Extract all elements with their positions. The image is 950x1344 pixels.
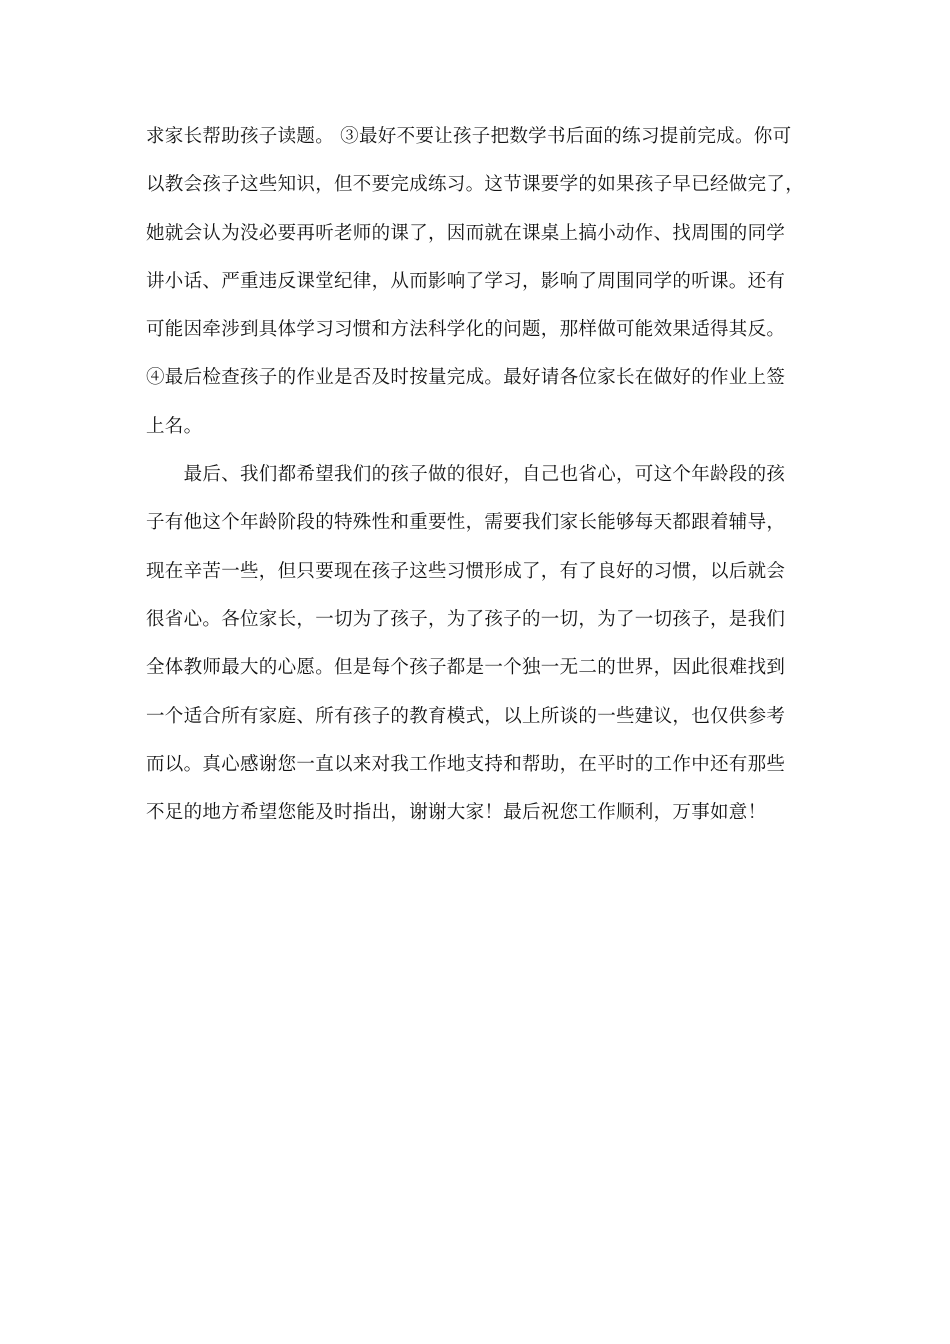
text-line: 一个适合所有家庭、所有孩子的教育模式，以上所谈的一些建议，也仅供参考 <box>146 705 786 727</box>
text-line: 讲小话、严重违反课堂纪律，从而影响了学习，影响了周围同学的听课。还有 <box>146 270 786 292</box>
text-line: 很省心。各位家长，一切为了孩子，为了孩子的一切，为了一切孩子，是我们 <box>146 608 786 630</box>
text-line: 子有他这个年龄阶段的特殊性和重要性，需要我们家长能够每天都跟着辅导， <box>146 512 786 534</box>
text-line: 上名。 <box>146 415 203 437</box>
text-line: 全体教师最大的心愿。但是每个孩子都是一个独一无二的世界，因此很难找到 <box>146 657 786 679</box>
text-line: 不足的地方希望您能及时指出，谢谢大家！最后祝您工作顺利，万事如意！ <box>146 802 767 824</box>
text-line: 求家长帮助孩子读题。 ③最好不要让孩子把数学书后面的练习提前完成。你可 <box>146 126 792 147</box>
text-line: 而以。真心感谢您一直以来对我工作地支持和帮助，在平时的工作中还有那些 <box>146 753 786 775</box>
text-line: 最后、我们都希望我们的孩子做的很好，自己也省心，可这个年龄段的孩 <box>146 464 786 486</box>
text-line: ④最后检查孩子的作业是否及时按量完成。最好请各位家长在做好的作业上签 <box>146 367 786 389</box>
text-line: 现在辛苦一些，但只要现在孩子这些习惯形成了，有了良好的习惯，以后就会 <box>146 560 786 582</box>
text-line: 她就会认为没必要再听老师的课了，因而就在课桌上搞小动作、找周围的同学 <box>146 222 786 244</box>
document-body <box>146 118 812 842</box>
text-line: 可能因牵涉到具体学习习惯和方法科学化的问题，那样做可能效果适得其反。 <box>146 319 786 341</box>
text-line: 以教会孩子这些知识，但不要完成练习。这节课要学的如果孩子早已经做完了， <box>146 174 805 196</box>
